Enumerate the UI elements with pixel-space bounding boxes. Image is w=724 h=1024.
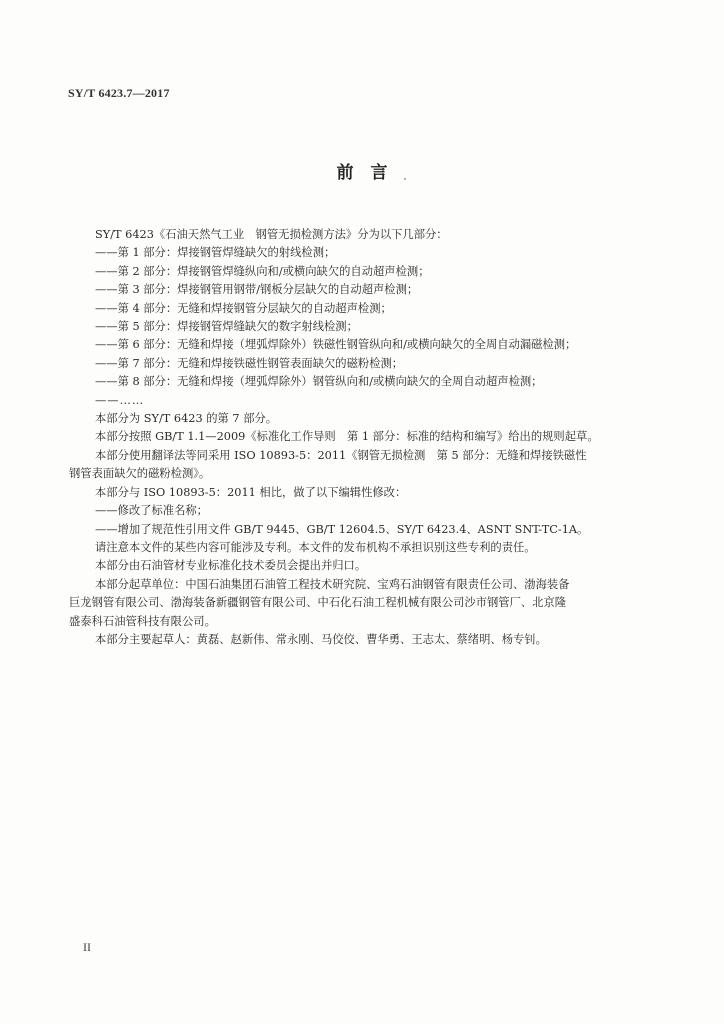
paragraph-translation-line-1: 本部分使用翻译法等同采用 ISO 10893-5：2011《钢管无损检测 第 5 部分：无缝和焊接铁磁性 [95,448,587,462]
page-title: 前 言 [336,163,388,183]
intro-paragraph: SY/T 6423《石油天然气工业 钢管无损检测方法》分为以下几部分： [95,228,448,241]
part-item-8: ——第 8 部分：无缝和焊接（埋弧焊除外）钢管纵向和/或横向缺欠的全周自动超声检测； [95,375,543,389]
paragraph-modifications: 本部分与 ISO 10893-5：2011 相比，做了以下编辑性修改： [95,485,407,499]
paragraph-drafting-units-line-2: 巨龙钢管有限公司、渤海装备新疆钢管有限公司、中石化石油工程机械有限公司沙市钢管厂、北京隆 [69,596,567,610]
paragraph-drafting-units-line-1: 本部分起草单位：中国石油集团石油管工程技术研究院、宝鸡石油钢管有限责任公司、渤海装备 [95,577,570,591]
paragraph-translation-line-2: 钢管表面缺欠的磁粉检测》。 [69,467,211,481]
standard-code-header: SY/T 6423.7—2017 [68,86,170,100]
paragraph-patent-notice: 请注意本文件的某些内容可能涉及专利。本文件的发布机构不承担识别这些专利的责任。 [95,540,536,554]
part-item-2: ——第 2 部分：焊接钢管焊缝纵向和/或横向缺欠的自动超声检测； [95,264,430,278]
modification-item-1: ——修改了标准名称； [95,504,208,518]
part-item-7: ——第 7 部分：无缝和焊接铁磁性钢管表面缺欠的磁粉检测； [95,356,404,370]
part-item-6: ——第 6 部分：无缝和焊接（埋弧焊除外）铁磁性钢管纵向和/或横向缺欠的全周自动漏磁检测； [95,338,577,352]
paragraph-part-number: 本部分为 SY/T 6423 的第 7 部分。 [95,412,278,426]
paragraph-proposer: 本部分由石油管材专业标准化技术委员会提出并归口。 [95,559,367,573]
paragraph-drafting-units-line-3: 盛泰科石油管科技有限公司。 [69,614,216,628]
foreword-body [69,226,655,649]
part-item-1: ——第 1 部分：焊接钢管焊缝缺欠的射线检测； [95,246,336,260]
part-item-3: ——第 3 部分：焊接钢管用钢带/钢板分层缺欠的自动超声检测； [95,283,419,297]
scan-speck [404,178,406,180]
part-item-ellipsis: ——…… [95,393,145,407]
part-item-4: ——第 4 部分：无缝和焊接钢管分层缺欠的自动超声检测； [95,301,392,315]
page-number: II [83,940,91,954]
part-item-5: ——第 5 部分：焊接钢管焊缝缺欠的数字射线检测； [95,320,358,334]
paragraph-drafters: 本部分主要起草人：黄磊、赵新伟、常永刚、马佼佼、曹华勇、王志太、蔡绪明、杨专钊。 [95,632,547,646]
modification-item-2: ——增加了规范性引用文件 GB/T 9445、GB/T 12604.5、SY/T 6423.4、ASNT SNT-TC-1A。 [95,522,589,536]
paragraph-drafting-rules: 本部分按照 GB/T 1.1—2009《标准化工作导则 第 1 部分：标准的结构和编写》给出的规则起草。 [95,430,599,444]
